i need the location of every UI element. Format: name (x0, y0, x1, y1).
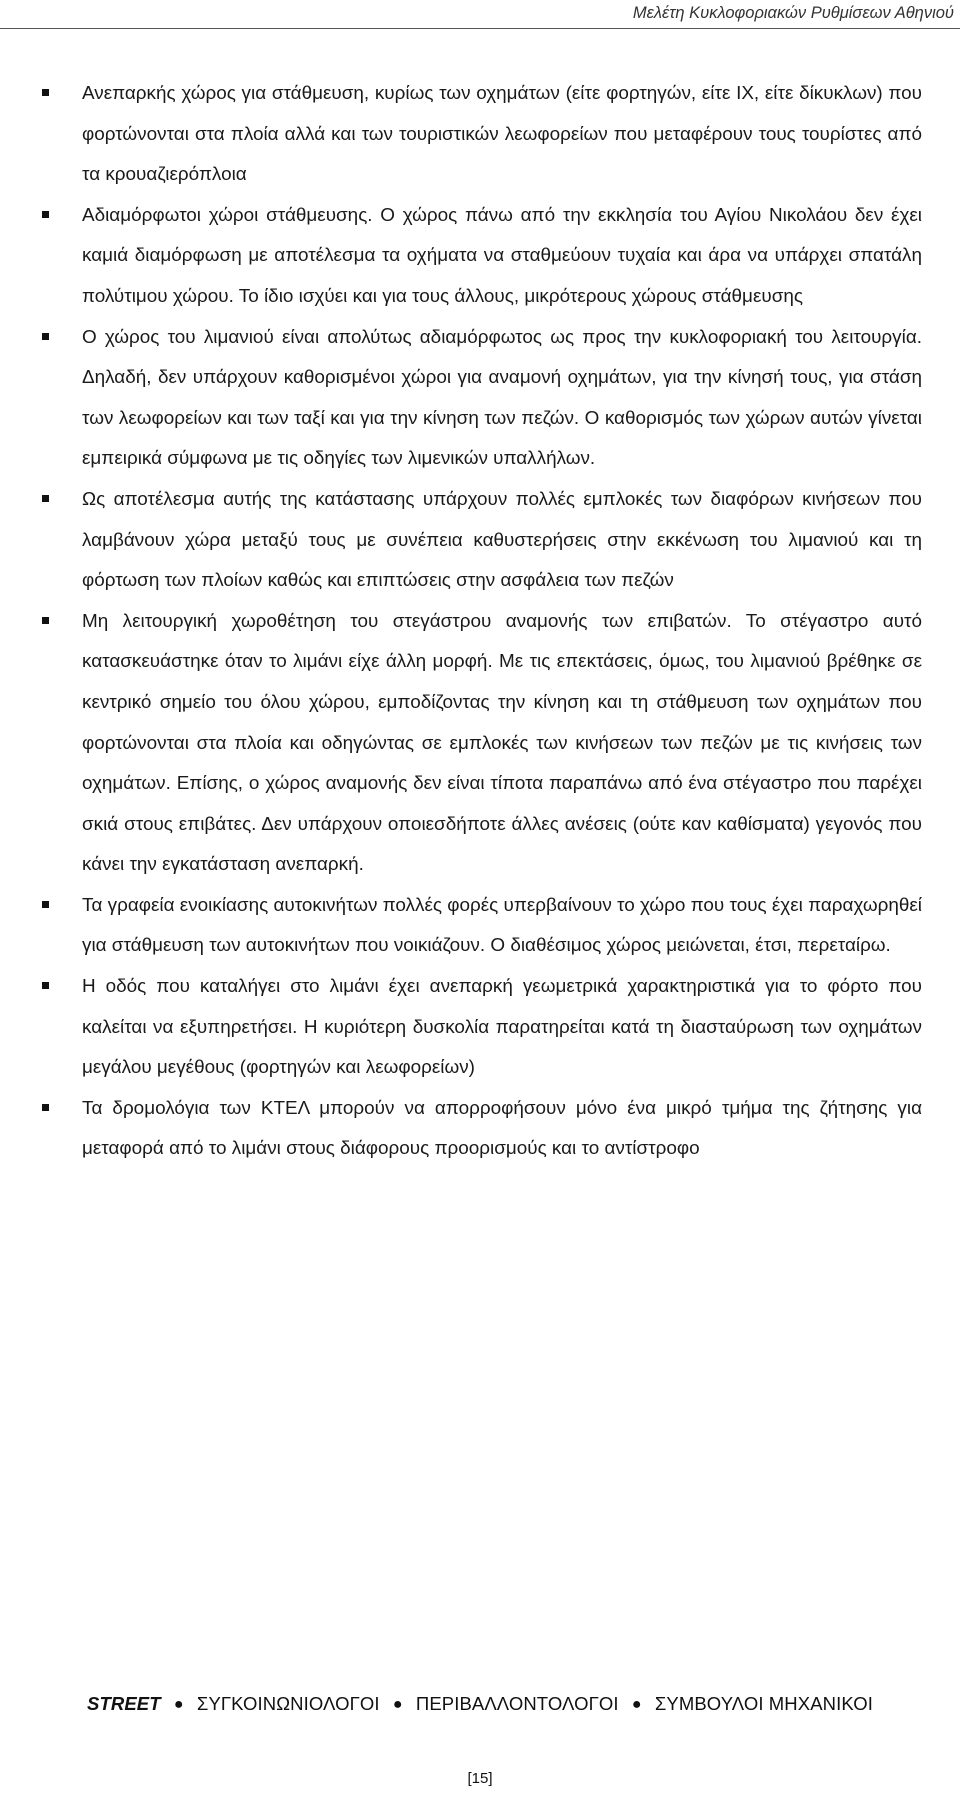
footer-item: ΣΥΜΒΟΥΛΟΙ ΜΗΧΑΝΙΚΟΙ (654, 1693, 873, 1714)
bullet-dot-icon: ● (173, 1696, 184, 1713)
bullet-item (42, 1089, 922, 1170)
footer-item: ΣΥΓΚΟΙΝΩΝΙΟΛΟΓΟΙ (196, 1693, 380, 1714)
bullet-text: Η οδός που καταλήγει στο λιμάνι έχει ανεπαρκή γεωμετρικά χαρακτηριστικά για το φόρτο που καλείται να εξυπηρετήσει. Η κυριότερη δυσκολία παρατηρείται κατά τη διασταύρωση των οχημάτων μεγάλου μεγέθους (φορτηγών και λεωφορείων) (82, 976, 922, 1079)
document-title: Μελέτη Κυκλοφοριακών Ρυθμίσεων Αθηνιού (632, 4, 954, 22)
bullet-item (42, 967, 922, 1089)
square-bullet-icon (42, 495, 49, 502)
bullet-item (42, 196, 922, 318)
square-bullet-icon (42, 89, 49, 96)
square-bullet-icon (42, 617, 49, 624)
bullet-item (42, 480, 922, 602)
footer-item: ΠΕΡΙΒΑΛΛΟΝΤΟΛΟΓΟΙ (415, 1693, 619, 1714)
square-bullet-icon (42, 982, 49, 989)
page-header (0, 0, 960, 29)
bullet-item (42, 318, 922, 480)
square-bullet-icon (42, 333, 49, 340)
bullet-text: Ανεπαρκής χώρος για στάθμευση, κυρίως των οχημάτων (είτε φορτηγών, είτε ΙΧ, είτε δίκυκλων) που φορτώνονται στα πλοία αλλά και των τουριστικών λεωφορείων που μεταφέρουν τους τουρίστες από τα κρουαζιερόπλοια (82, 83, 922, 186)
bullet-text: Ως αποτέλεσμα αυτής της κατάστασης υπάρχουν πολλές εμπλοκές των διαφόρων κινήσεων που λαμβάνουν χώρα μεταξύ τους με συνέπεια καθυστερήσεις στην εκκένωση του λιμανιού και τη φόρτωση των πλοίων καθώς και επιπτώσεις στην ασφάλεια των πεζών (82, 488, 922, 592)
bullet-text: Τα δρομολόγια των ΚΤΕΛ μπορούν να απορροφήσουν μόνο ένα μικρό τμήμα της ζήτησης για μεταφορά από το λιμάνι στους διάφορους προορισμούς και το αντίστροφο (82, 1097, 922, 1160)
company-brand: STREET (87, 1693, 161, 1714)
bullet-list (42, 74, 922, 1170)
bullet-item (42, 602, 922, 886)
bullet-text: Τα γραφεία ενοικίασης αυτοκινήτων πολλές φορές υπερβαίνουν το χώρο που τους έχει παραχωρηθεί για στάθμευση των αυτοκινήτων που νοικιάζουν. Ο διαθέσιμος χώρος μειώνεται, έτσι, περεταίρω. (82, 894, 922, 957)
bullet-dot-icon: ● (631, 1696, 642, 1713)
square-bullet-icon (42, 211, 49, 218)
bullet-text: Αδιαμόρφωτοι χώροι στάθμευσης. Ο χώρος πάνω από την εκκλησία του Αγίου Νικολάου δεν έχει καμιά διαμόρφωση με αποτέλεσμα τα οχήματα να σταθμεύουν τυχαία και άρα να υπάρχει σπατάλη πολύτιμου χώρου. Το ίδιο ισχύει και για τους άλλους, μικρότερους χώρους στάθμευσης (82, 204, 922, 307)
bullet-dot-icon: ● (392, 1696, 403, 1713)
bullet-item (42, 886, 922, 967)
bullet-item (42, 74, 922, 196)
page-footer (0, 1693, 960, 1715)
bullet-text: Ο χώρος του λιμανιού είναι απολύτως αδιαμόρφωτος ως προς την κυκλοφοριακή του λειτουργία. Δηλαδή, δεν υπάρχουν καθορισμένοι χώροι για αναμονή οχημάτων, για την κίνησή τους, για στάση των λεωφορείων και των ταξί και για την κίνηση των πεζών. Ο καθορισμός των χώρων αυτών γίνεται εμπειρικά σύμφωνα με τις οδηγίες των λιμενικών υπαλλήλων. (82, 326, 922, 470)
bullet-text: Μη λειτουργική χωροθέτηση του στεγάστρου αναμονής των επιβατών. Το στέγαστρο αυτό κατασκευάστηκε όταν το λιμάνι είχε άλλη μορφή. Με τις επεκτάσεις, όμως, του λιμανιού βρέθηκε σε κεντρικό σημείο του όλου χώρου, εμποδίζοντας την κίνηση και τη στάθμευση των οχημάτων που φορτώνονται στα πλοία και οδηγώντας σε εμπλοκές των κινήσεων των πεζών με τις κινήσεις των οχημάτων. Επίσης, ο χώρος αναμονής δεν είναι τίποτα παραπάνω από ένα στέγαστρο που παρέχει σκιά στους επιβάτες. Δεν υπάρχουν οποιεσδήποτε άλλες ανέσεις (ούτε καν καθίσματα) γεγονός που κάνει την εγκατάσταση ανεπαρκή. (82, 610, 922, 876)
page-number: [15] (467, 1770, 493, 1787)
square-bullet-icon (42, 1104, 49, 1111)
square-bullet-icon (42, 901, 49, 908)
